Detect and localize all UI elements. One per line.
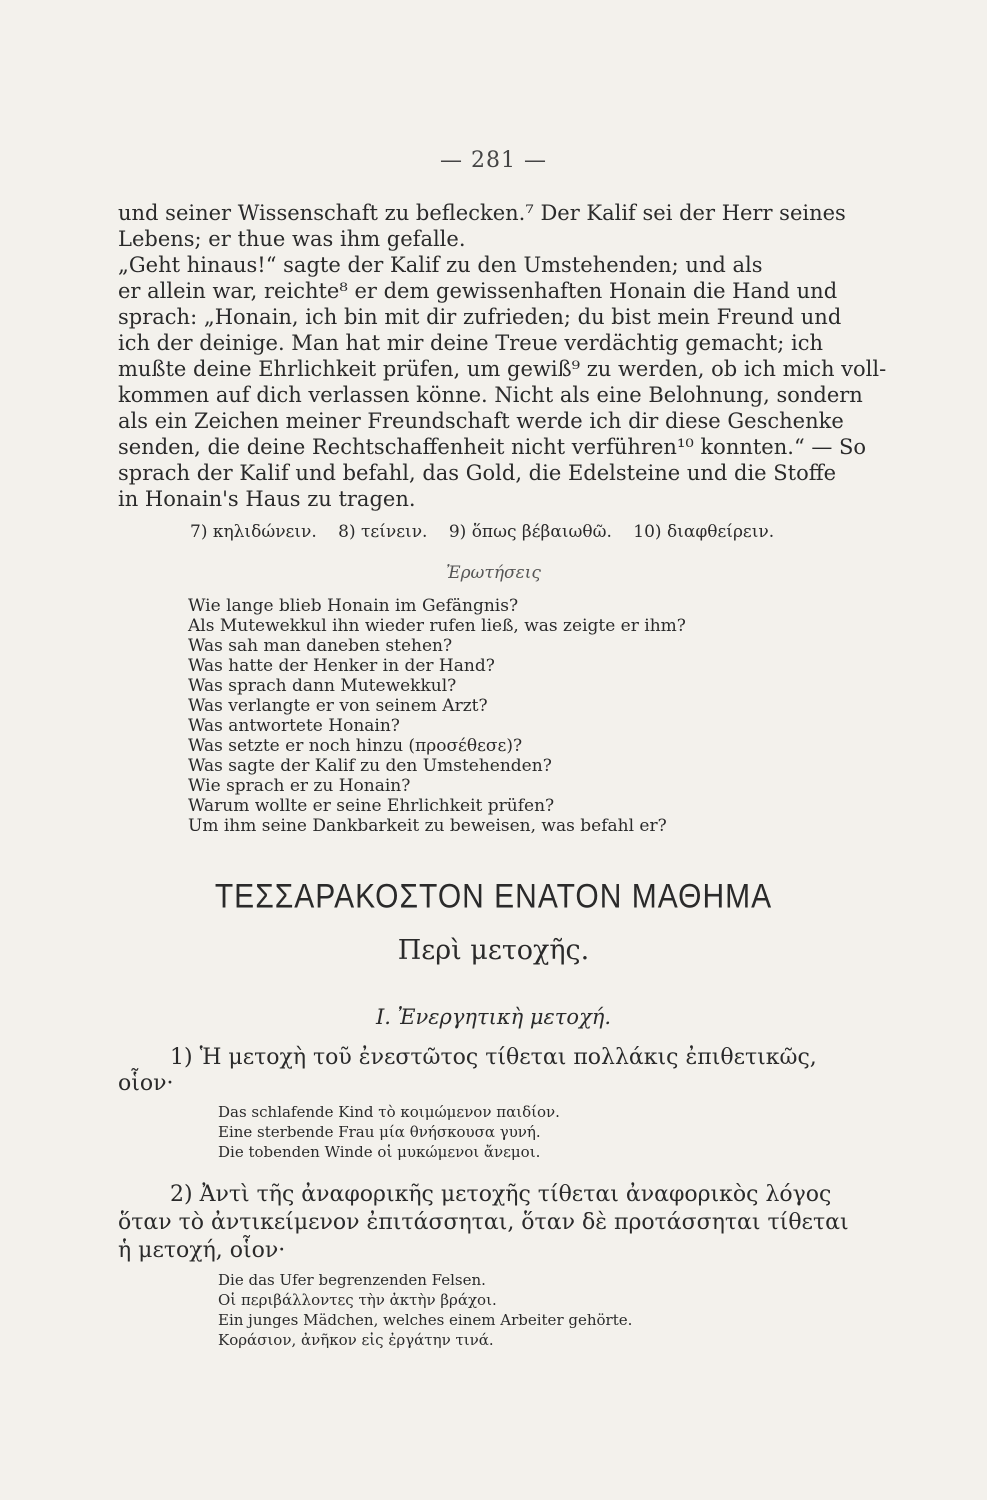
rule-1-line: οἷον· — [118, 1071, 174, 1096]
text-line: mußte deine Ehrlichkeit prüfen, um gewiß⁹ zu werden, ob ich mich voll- — [118, 357, 887, 381]
example: Die tobenden Winde οἱ μυκώμενοι ἄνεμοι. — [218, 1143, 541, 1161]
text-line: ich der deinige. Man hat mir deine Treue verdächtig gemacht; ich — [118, 331, 823, 355]
text-line: Lebens; er thue was ihm gefalle. — [118, 227, 466, 251]
example: Das schlafende Kind τὸ κοιμώμενον παιδίον. — [218, 1103, 560, 1121]
question: Was verlangte er von seinem Arzt? — [188, 696, 488, 716]
text-line: und seiner Wissenschaft zu beflecken.⁷ Der Kalif sei der Herr seines — [118, 201, 846, 225]
footnote: 8) τείνειν. — [338, 522, 428, 542]
text-line: er allein war, reichte⁸ er dem gewissenhaften Honain die Hand und — [118, 279, 838, 303]
questions-title: Ἐρωτήσεις — [446, 563, 541, 583]
question: Was setzte er noch hinzu (προσέθεσε)? — [188, 736, 523, 756]
lesson-title: ΤΕΣΣΑΡΑΚΟΣΤΟΝ ΕΝΑΤΟΝ ΜΑΘΗΜΑ — [214, 877, 773, 916]
lesson-subtitle: Περὶ μετοχῆς. — [397, 935, 590, 966]
question: Warum wollte er seine Ehrlichkeit prüfen? — [188, 796, 555, 816]
question: Was sah man daneben stehen? — [188, 636, 453, 656]
example: Ein junges Mädchen, welches einem Arbeiter gehörte. — [218, 1311, 633, 1329]
rule-1-line: 1) Ἡ μετοχὴ τοῦ ἐνεστῶτος τίθεται πολλάκις ἐπιθετικῶς, — [170, 1045, 817, 1070]
footnote: 9) ὅπως βέβαιωθῶ. — [448, 522, 612, 542]
text-line: in Honain's Haus zu tragen. — [118, 487, 416, 511]
question: Um ihm seine Dankbarkeit zu beweisen, was befahl er? — [188, 816, 667, 836]
question: Was hatte der Henker in der Hand? — [188, 656, 495, 676]
rule-2-line: 2) Ἀντὶ τῆς ἀναφορικῆς μετοχῆς τίθεται ἀναφορικὸς λόγος — [170, 1182, 832, 1207]
rule-2-line: ἡ μετοχή, οἷον· — [118, 1238, 286, 1263]
footnote: 10) διαφθείρειν. — [633, 522, 775, 542]
text-line: als ein Zeichen meiner Freundschaft werde ich dir diese Geschenke — [118, 409, 844, 433]
text-line: sprach: „Honain, ich bin mit dir zufrieden; du bist mein Freund und — [118, 305, 842, 329]
question: Was sprach dann Mutewekkul? — [188, 676, 457, 696]
text-line: sprach der Kalif und befahl, das Gold, die Edelsteine und die Stoffe — [118, 461, 837, 485]
section-heading: I. Ἐνεργητικὴ μετοχή. — [375, 1005, 612, 1029]
text-line: senden, die deine Rechtschaffenheit nicht verführen¹⁰ konnten.“ — So — [118, 435, 867, 459]
footnote: 7) κηλιδώνειν. — [190, 522, 317, 542]
example: Die das Ufer begrenzenden Felsen. — [218, 1271, 486, 1289]
question: Wie sprach er zu Honain? — [188, 776, 411, 796]
page-number: — 281 — — [440, 148, 547, 173]
footnotes — [190, 522, 790, 542]
question: Was antwortete Honain? — [188, 716, 400, 736]
text-line: kommen auf dich verlassen könne. Nicht als eine Belohnung, sondern — [118, 383, 863, 407]
example: Κοράσιον, ἀνῆκον εἰς ἐργάτην τινά. — [218, 1331, 494, 1349]
question: Was sagte der Kalif zu den Umstehenden? — [188, 756, 552, 776]
question: Wie lange blieb Honain im Gefängnis? — [188, 596, 519, 616]
rule-2-line: ὅταν τὸ ἀντικείμενον ἐπιτάσσηται, ὅταν δὲ προτάσσηται τίθεται — [118, 1210, 849, 1235]
text-line: „Geht hinaus!“ sagte der Kalif zu den Umstehenden; und als — [118, 253, 763, 277]
example: Οἱ περιβάλλοντες τὴν ἀκτὴν βράχοι. — [218, 1291, 497, 1309]
example: Eine sterbende Frau μία θνήσκουσα γυνή. — [218, 1123, 541, 1141]
question: Als Mutewekkul ihn wieder rufen ließ, was zeigte er ihm? — [188, 616, 686, 636]
